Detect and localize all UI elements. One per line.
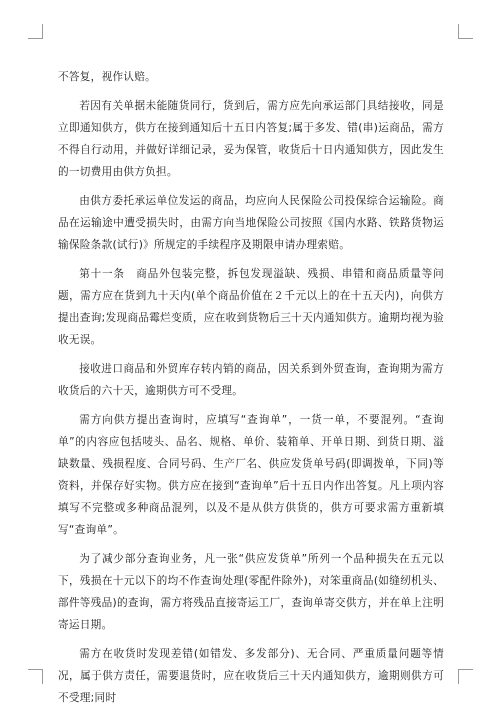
- paragraph-reduce-inquiries: 为了减少部分查询业务，凡一张“供应发货单”所列一个品种损失在五元以下，残损在十元以下的均不作查询处理(零配件除外)，对笨重商品(如缝纫机头、部件等残品)的查询，需方将残品直接寄运工厂，查询单寄交供方，并在单上注明寄运日期。: [58, 553, 444, 631]
- crop-mark-bottom-left: [28, 669, 43, 684]
- paragraph-missing-documents: 若因有关单据未能随货同行，货到后，需方应先向承运部门具结接收，同是立即通知供方，供方在接到通知后十五日内答复;属于多发、错(串)运商品，需方不得自行动用，并做好详细记录，妥为保管，收货后十日内通知供方，因此发生的一切费用由供方负担。: [58, 100, 444, 178]
- paragraph-article-11: 第十一条 商品外包装完整，拆包发现溢缺、残损、串错和商品质量等问题，需方应在货到九十天内(单个商品价值在２千元以上的在十五天内)，向供方提出查询;发现商品霉烂变质，应在收到货物后三十天内通知供方。逾期均视为验收无误。: [58, 268, 444, 346]
- crop-mark-bottom-right: [458, 669, 473, 684]
- paragraph-transport-insurance: 由供方委托承运单位发运的商品，均应向人民保险公司投保综合运输险。商品在运输途中遭受损失时，由需方向当地保险公司按照《国内水路、铁路货物运输保险条款(试行)》所规定的手续程序及期限申请办理索赔。: [58, 195, 444, 251]
- crop-mark-top-right: [458, 24, 473, 39]
- paragraph-inquiry-form: 需方向供方提出查询时，应填写“查询单”，一货一单，不要混列。“查询单”的内容应包括唛头、品名、规格、单价、装箱单、开单日期、到货日期、溢缺数量、残损程度、合同号码、生产厂名、供应发货单号码(即调拨单，下同)等资料，并保存好实物。供方应在接到“查询单”后十五日内作出答复。凡上项内容填写不完整或多种商品混列，以及不是从供方供货的，供方可要求需方重新填写“查询单”。: [58, 414, 444, 536]
- paragraph-continuation: 不答复，视作认赔。: [58, 71, 157, 83]
- crop-mark-top-left: [28, 24, 43, 39]
- paragraph-returns: 需方在收货时发现差错(如错发、多发部分)、无合同、严重质量问题等情况，属于供方责任，需要退货时，应在收货后三十天内通知供方，逾期则供方可不受理;同时: [58, 648, 444, 704]
- document-body: [58, 66, 444, 716]
- paragraph-import-goods: 接收进口商品和外贸库存转内销的商品，因关系到外贸查询，查询期为需方收货后的六十天，逾期供方可不受理。: [58, 363, 444, 397]
